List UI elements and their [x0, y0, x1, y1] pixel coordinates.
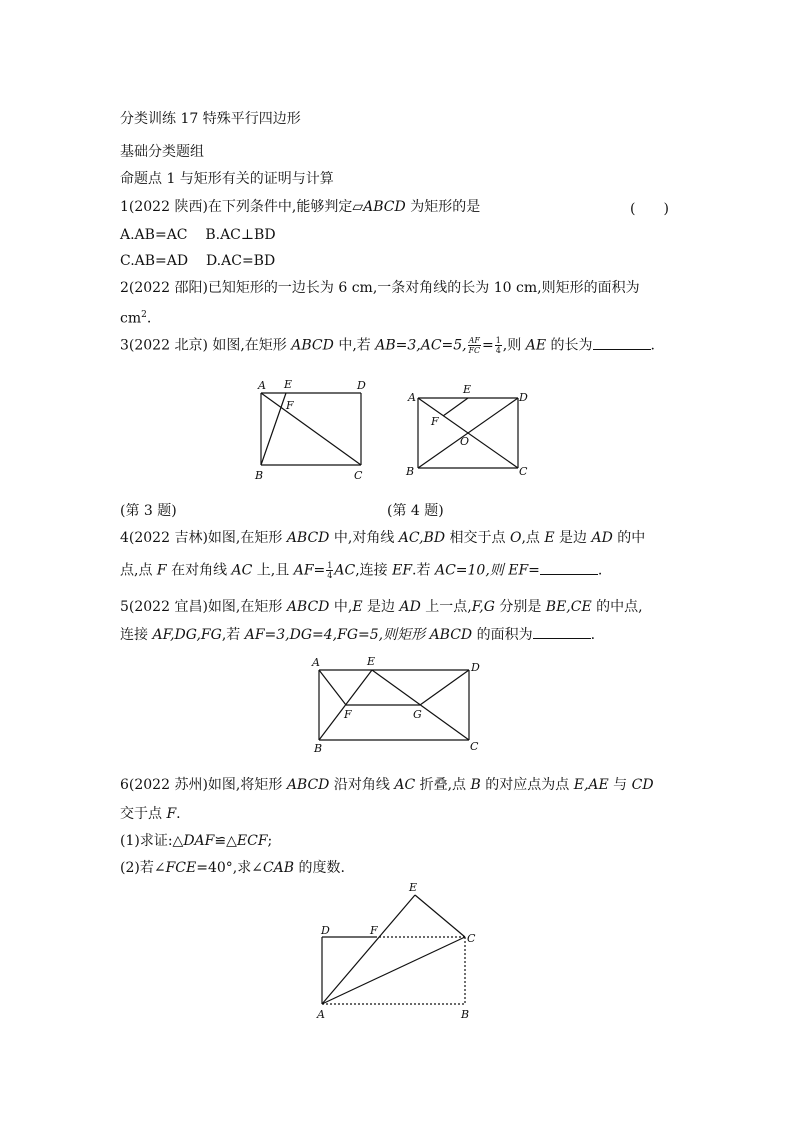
q2-stem: 2(2022 邵阳)已知矩形的一边长为 6 cm,一条对角线的长为 10 cm,则矩形的面积为 [120, 280, 640, 296]
fig3-label-e: E [284, 378, 293, 391]
page-title: 分类训练 17 特殊平行四边形 [120, 111, 301, 127]
q5-stem-line1: 5(2022 宜昌)如图,在矩形 ABCD 中,E 是边 AD 上一点,F,G 分别是 BE,CE 的中点, [120, 599, 643, 615]
fig3-label-b: B [255, 469, 264, 482]
fig4-label-e: E [463, 383, 472, 396]
q1-option-a: A.AB=AC [120, 227, 188, 243]
fig6-label-c: C [467, 932, 476, 945]
fig4-label-f: F [431, 415, 439, 428]
fig6-diagonal-ac [322, 937, 465, 1004]
figure-3 [250, 375, 380, 485]
q6-stem-line1: 6(2022 苏州)如图,将矩形 ABCD 沿对角线 AC 折叠,点 B 的对应点为点 E,AE 与 CD [120, 777, 654, 793]
fig4-segment-ef [443, 398, 468, 416]
fig3-segment-be [261, 393, 286, 465]
figure-4 [402, 380, 542, 485]
figure-6 [305, 880, 495, 1025]
group-heading: 基础分类题组 [120, 144, 204, 160]
fig4-label-o: O [460, 435, 470, 448]
fig6-label-e: E [409, 881, 418, 894]
fig5-label-b: B [314, 742, 323, 755]
fig4-label-b: B [406, 465, 415, 478]
fig5-label-g: G [413, 708, 422, 721]
fig3-label-a: A [258, 379, 266, 392]
q4-fraction-one-quarter: $\frac{1}{4}$ [327, 561, 333, 580]
fig6-segment-ae [322, 895, 415, 1004]
fig4-label-d: D [519, 391, 528, 404]
fig6-label-b: B [461, 1008, 470, 1021]
figure-3-caption: (第 3 题) [120, 503, 177, 519]
fig6-label-a: A [317, 1008, 325, 1021]
q1-answer-paren: ( ) [630, 201, 669, 217]
fig5-segment-dg [420, 670, 469, 705]
figure-4-caption: (第 4 题) [387, 503, 444, 519]
q3-stem: 3(2022 北京) 如图,在矩形 ABCD 中,若 AB=3,AC=5, $\frac{AF}{FC}$ = $\frac{1}{4}$ ,则 AE 的长为 . [120, 336, 655, 355]
fig5-label-e: E [367, 655, 376, 668]
fig6-label-f: F [370, 924, 378, 937]
q6-stem-line2: 交于点 F. [120, 806, 181, 822]
q3-fraction-one-quarter: $\frac{1}{4}$ [495, 336, 501, 355]
q1-option-c: C.AB=AD [120, 253, 189, 269]
fig5-segment-af [319, 670, 346, 705]
q2-unit: $cm^2$. [120, 310, 152, 327]
fig4-label-c: C [519, 465, 528, 478]
figure-5 [305, 652, 495, 757]
fig4-label-a: A [408, 391, 416, 404]
q1-option-b: B.AC⊥BD [205, 227, 276, 243]
q5-stem-line2: 连接 AF,DG,FG,若 AF=3,DG=4,FG=5,则矩形 ABCD 的面积为 . [120, 627, 596, 643]
fig6-segment-ec [415, 895, 465, 937]
q1-option-d: D.AC=BD [205, 253, 276, 269]
q1-options-row1 [120, 226, 276, 244]
q4-answer-blank[interactable] [540, 562, 598, 575]
fig3-label-d: D [357, 379, 366, 392]
q4-stem-line2: 点,点 F 在对角线 AC 上,且 AF= $\frac{1}{4}$ AC,连接 EF.若 AC=10,则 EF= . [120, 561, 603, 580]
fig5-label-c: C [470, 740, 479, 753]
fig6-label-d: D [321, 924, 330, 937]
topic-heading: 命题点 1 与矩形有关的证明与计算 [120, 171, 334, 187]
q6-part2: (2)若∠FCE=40°,求∠CAB 的度数. [120, 860, 345, 876]
fig3-diagonal-ac [261, 393, 361, 465]
fig3-label-c: C [354, 469, 363, 482]
q3-fraction-af-fc: $\frac{AF}{FC}$ [468, 336, 481, 355]
fig5-label-d: D [471, 661, 480, 674]
q6-part1: (1)求证:△DAF≌△ECF; [120, 833, 273, 849]
fig5-label-a: A [312, 656, 320, 669]
q1-stem: 1(2022 陕西)在下列条件中,能够判定▱ABCD 为矩形的是 [120, 199, 481, 215]
q4-stem-line1: 4(2022 吉林)如图,在矩形 ABCD 中,对角线 AC,BD 相交于点 O,点 E 是边 AD 的中 [120, 530, 646, 546]
fig5-label-f: F [344, 708, 352, 721]
fig3-label-f: F [286, 399, 294, 412]
q1-options-row2 [120, 252, 275, 270]
q3-answer-blank[interactable] [593, 337, 651, 350]
q5-answer-blank[interactable] [533, 626, 591, 639]
